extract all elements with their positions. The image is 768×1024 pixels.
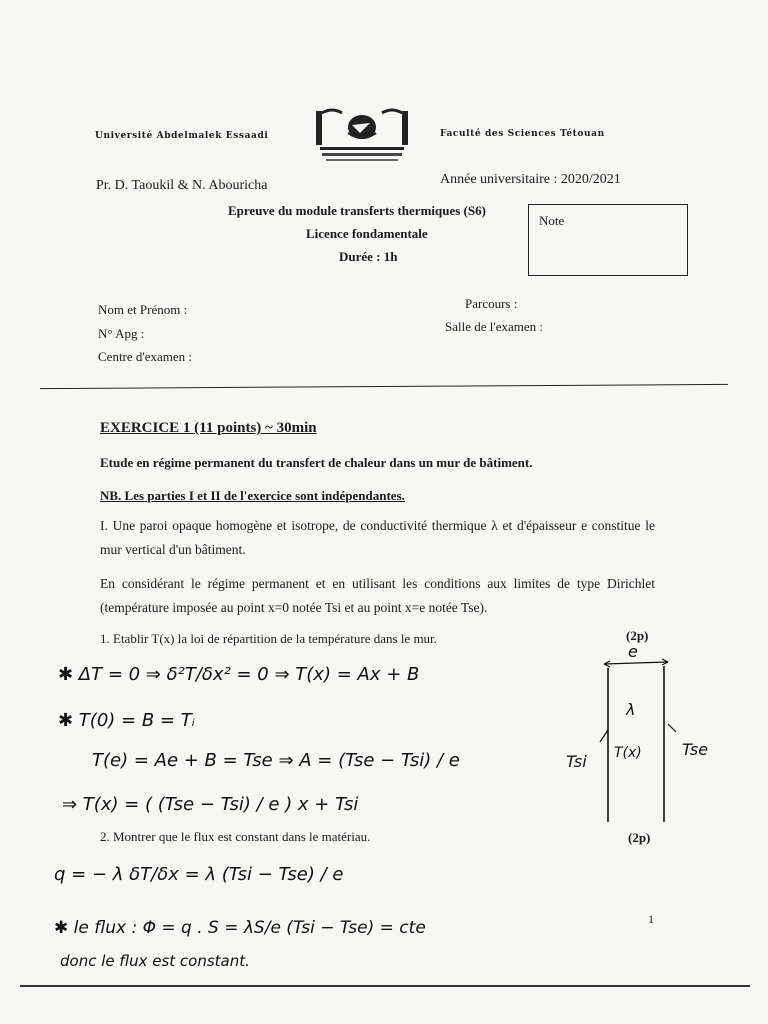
exam-title: Epreuve du module transferts thermiques (S6) xyxy=(228,203,486,218)
page-number: 1 xyxy=(648,912,654,926)
handwritten-line-3: T(e) = Ae + B = Tse ⇒ A = (Tse − Tsi) / e xyxy=(92,750,460,771)
paragraph-conditions: En considérant le régime permanent et en utilisant les conditions aux limites de type Dirichlet (température imposée au point x=0 notée Tsi et au point x=e notée Tse). xyxy=(100,576,655,615)
diagram-conductivity-label: λ xyxy=(626,700,636,719)
handwritten-line-4: ⇒ T(x) = ( (Tse − Tsi) / e ) x + Tsi xyxy=(62,794,359,815)
note-label: Note xyxy=(539,213,565,228)
nb-note: NB. Les parties I et II de l'exercice sont indépendantes. xyxy=(100,488,405,503)
handwritten-line-7: donc le flux est constant. xyxy=(60,952,250,970)
salle-field-label: Salle de l'examen : xyxy=(445,319,544,334)
separator-line xyxy=(40,384,728,389)
handwritten-line-5: q = − λ δT/δx = λ (Tsi − Tse) / e xyxy=(54,864,344,885)
exercise-subtitle: Etude en régime permanent du transfert de chaleur dans un mur de bâtiment. xyxy=(100,455,533,470)
question-2-points: (2p) xyxy=(628,830,651,845)
handwritten-line-2: ✱ T(0) = B = Tᵢ xyxy=(58,710,195,731)
handwritten-line-6: ✱ le flux : Φ = q . S = λS/e (Tsi − Tse) = cte xyxy=(54,918,426,938)
university-name: Université Abdelmalek Essaadi xyxy=(95,131,269,141)
center-field-label: Centre d'examen : xyxy=(98,349,193,364)
wall-diagram xyxy=(560,644,720,832)
question-1-points: (2p) xyxy=(626,628,649,643)
diagram-thickness-label: e xyxy=(628,642,638,661)
handwritten-line-1: ✱ ΔT = 0 ⇒ δ²T/δx² = 0 ⇒ T(x) = Ax + B xyxy=(58,664,420,685)
program: Licence fondamentale xyxy=(306,226,428,241)
diagram-temperature-label: T(x) xyxy=(614,745,642,761)
faculty-name: Faculté des Sciences Tétouan xyxy=(440,129,605,139)
university-logo xyxy=(312,103,412,165)
note-box xyxy=(528,204,688,276)
diagram-tse-label: Tse xyxy=(682,740,709,759)
academic-year: Année universitaire : 2020/2021 xyxy=(440,172,621,187)
question-1: 1. Etablir T(x) la loi de répartition de la température dans le mur. xyxy=(100,631,437,646)
question-2: 2. Montrer que le flux est constant dans le matériau. xyxy=(100,829,371,844)
duration: Durée : 1h xyxy=(339,249,398,264)
exercise-title: EXERCICE 1 (11 points) ~ 30min xyxy=(100,420,317,436)
parcours-field-label: Parcours : xyxy=(465,296,518,311)
bottom-border xyxy=(20,985,750,987)
paragraph-wall: I. Une paroi opaque homogène et isotrope, de conductivité thermique λ et d'épaisseur e constitue le mur vertical d'un bâtiment. xyxy=(100,518,655,557)
professors: Pr. D. Taoukil & N. Abouricha xyxy=(96,178,268,193)
name-field-label: Nom et Prénom : xyxy=(98,302,188,317)
diagram-tsi-label: Tsi xyxy=(566,752,587,771)
apg-field-label: N° Apg : xyxy=(98,326,145,341)
